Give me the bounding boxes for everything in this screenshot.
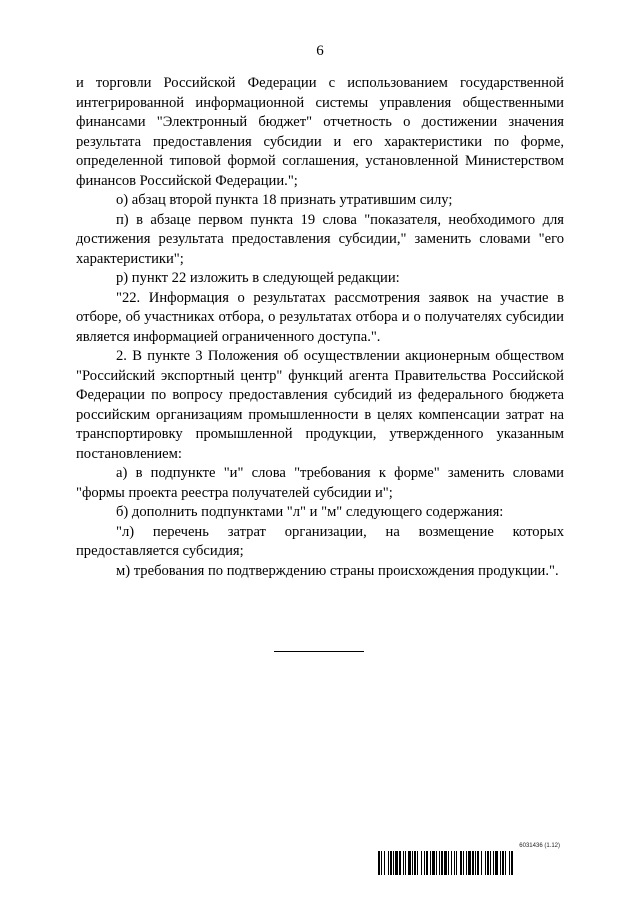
barcode-bar xyxy=(417,851,418,875)
document-code: 6031436 (1.12) xyxy=(519,843,560,849)
barcode-bar xyxy=(490,851,491,875)
page-number: 6 xyxy=(316,43,324,59)
barcode-bar xyxy=(408,851,411,875)
barcode-bar xyxy=(500,851,501,875)
barcode-bar xyxy=(454,851,455,875)
barcode-bar xyxy=(444,851,447,875)
barcode-bar xyxy=(509,851,510,875)
barcode-bar xyxy=(393,851,394,875)
barcode-bar xyxy=(405,851,406,875)
paragraph-item-o: о) абзац второй пункта 18 признать утратившим силу; xyxy=(116,192,453,208)
barcode-bar xyxy=(381,851,382,875)
barcode-bar xyxy=(485,851,486,875)
end-of-text-rule xyxy=(274,651,364,652)
paragraph-continuation: и торговли Российской Федерации с использованием государственной интегрированной информационной системы управления общественными финансами "Электронный бюджет" отчетность о достижении значения результата предоставления субсидии и его характеристики по форме, определенной типовой формой соглашения, установленной Министерством финансов Российской Федерации."; xyxy=(76,75,564,189)
barcode-bar xyxy=(456,851,457,875)
paragraph-item-a: а) в подпункте "и" слова "требования к форме" заменить словами "формы проекта реестра получателей субсидии и"; xyxy=(76,465,564,501)
barcode-bar xyxy=(475,851,476,875)
barcode-bar xyxy=(502,851,504,875)
paragraph-item-m: м) требования по подтверждению страны происхождения продукции.". xyxy=(116,562,559,579)
paragraph-item-l: "л) перечень затрат организации, на возмещение которых предоставляется субсидия; xyxy=(76,523,564,559)
barcode-bar xyxy=(448,851,449,875)
document-body xyxy=(76,74,564,581)
barcode-bar xyxy=(414,851,416,875)
paragraph-item-22: "22. Информация о результатах рассмотрения заявок на участие в отборе, об участниках отбора, о результатах отбора и о получателях субсидии является информацией ограниченного доступа.". xyxy=(76,289,564,345)
barcode-bar xyxy=(378,851,380,875)
barcode xyxy=(378,851,564,875)
paragraph-item-r: р) пункт 22 изложить в следующей редакции: xyxy=(116,270,400,286)
barcode-bar xyxy=(439,851,440,875)
barcode-bar xyxy=(468,851,471,875)
barcode-bar xyxy=(403,851,404,875)
barcode-bar xyxy=(481,851,482,875)
barcode-bar xyxy=(390,851,392,875)
barcode-bar xyxy=(424,851,425,875)
barcode-bar xyxy=(477,851,479,875)
paragraph-item-b: б) дополнить подпунктами "л" и "м" следующего содержания: xyxy=(116,504,504,520)
barcode-bar xyxy=(436,851,437,875)
paragraph-section-2: 2. В пункте 3 Положения об осуществлении акционерным обществом "Российский экспортный центр" функций агента Правительства Российской Федерации по вопросу предоставления субсидий из федерального бюджета российским организациям промышленности в целях компенсации затрат на транспортировку промышленной продукции, утвержденного указанным постановлением: xyxy=(76,348,564,462)
barcode-bar xyxy=(430,851,431,875)
barcode-bar xyxy=(495,851,498,875)
barcode-bar xyxy=(441,851,443,875)
barcode-bar xyxy=(460,851,462,875)
barcode-bar xyxy=(426,851,428,875)
barcode-bar xyxy=(432,851,435,875)
barcode-bar xyxy=(421,851,422,875)
barcode-bar xyxy=(511,851,513,875)
barcode-bar xyxy=(463,851,464,875)
barcode-bar xyxy=(472,851,474,875)
barcode-bar xyxy=(395,851,398,875)
barcode-bar xyxy=(505,851,506,875)
barcode-bar xyxy=(388,851,389,875)
barcode-bar xyxy=(399,851,401,875)
barcode-bar xyxy=(451,851,452,875)
barcode-bar xyxy=(466,851,467,875)
paragraph-item-p: п) в абзаце первом пункта 19 слова "показателя, необходимого для достижения результата предоставления субсидии," заменить словами "его характеристики"; xyxy=(76,211,564,267)
barcode-bar xyxy=(493,851,494,875)
barcode-bar xyxy=(384,851,385,875)
barcode-bar xyxy=(487,851,489,875)
barcode-bar xyxy=(412,851,413,875)
